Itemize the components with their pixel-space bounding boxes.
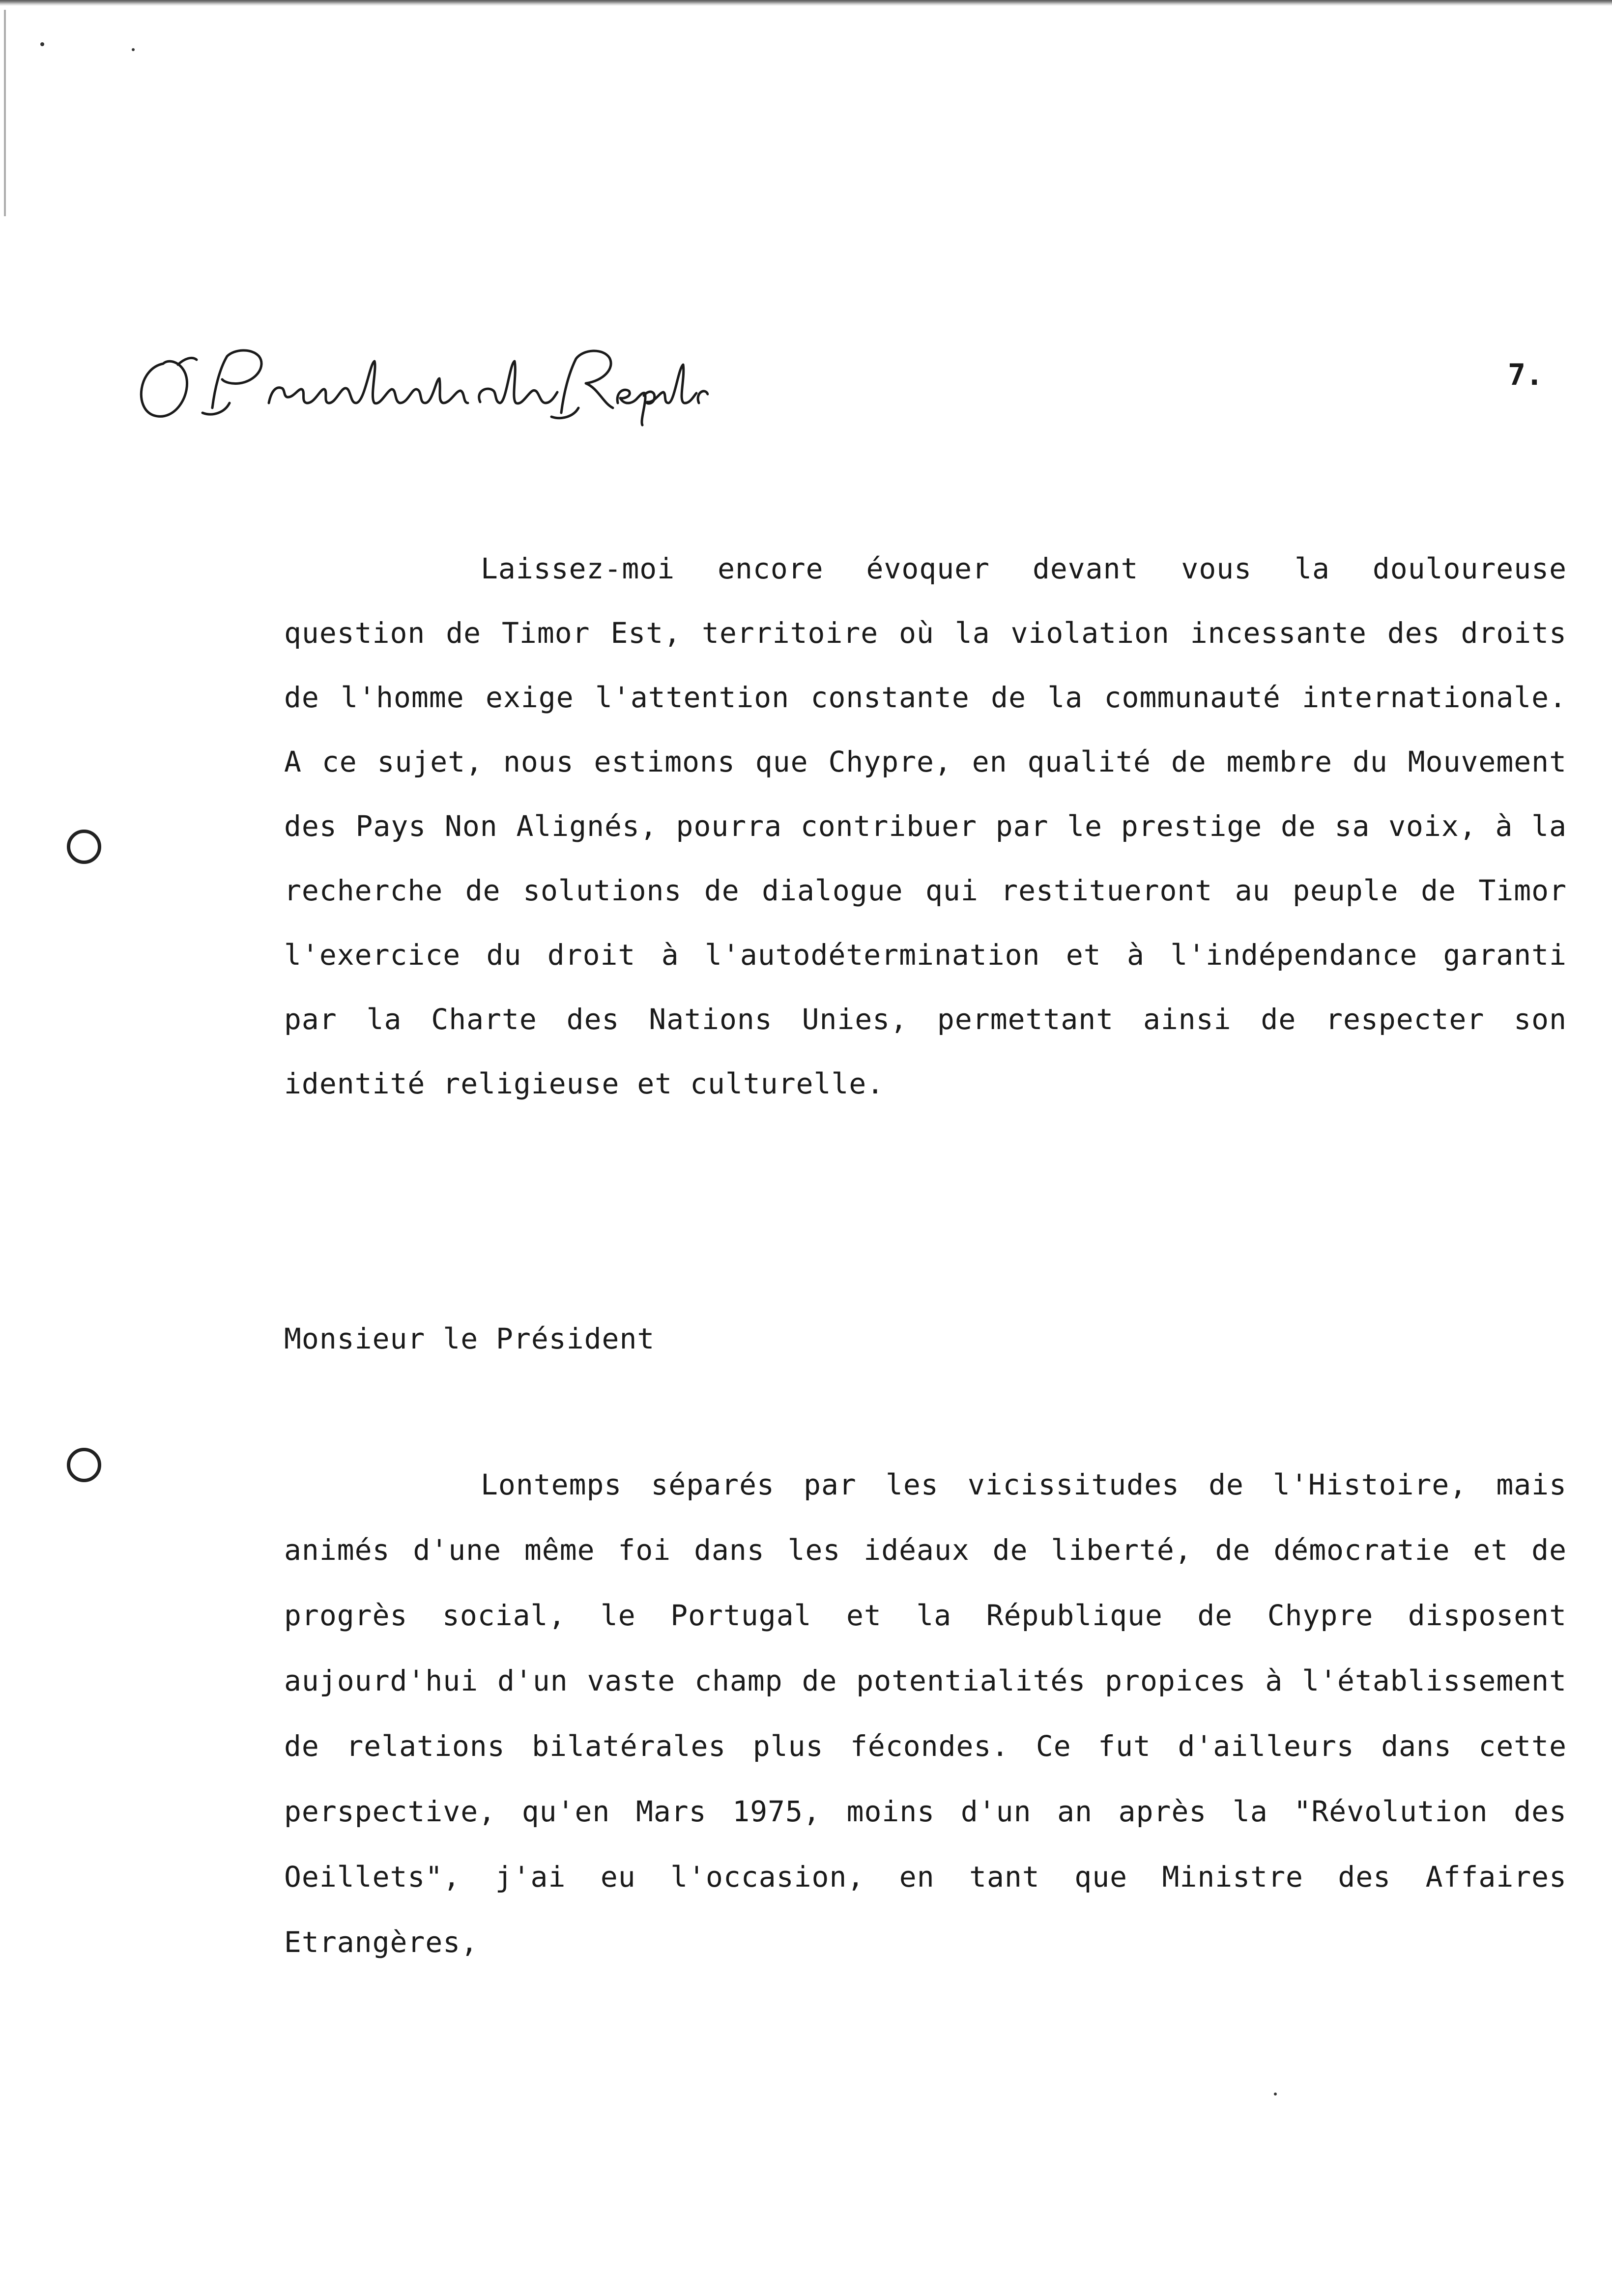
paragraph-text: Laissez-moi encore évoquer devant vous la douloureuse question de Timor Est, territoire où la violation incessante des droits de l'homme exige l'attention constante de la communauté internationale. A ce sujet, nous estimons que Chypre, en qualité de membre du Mouvement des Pays Non Alignés, pourra contribuer par le prestige de sa voix, à la recherche de solutions de dialogue qui restitueront au peuple de Timor l'exercice du droit à l'autodétermination et à l'indépendance garanti par la Charte des Nations Unies, permettant ainsi de respecter son identité religieuse et culturelle. (284, 552, 1567, 1100)
scan-speck (1274, 2093, 1277, 2095)
page-number: 7. (1508, 358, 1544, 392)
paragraph-text: Lontemps séparés par les vicissitudes de l'Histoire, mais animés d'une même foi dans les idéaux de liberté, de démocratie et de progrès social, le Portugal et la République de Chypre disposent aujourd'hui d'un vaste champ de potentialités propices à l'établissement de relations bilatérales plus fécondes. Ce fut d'ailleurs dans cette perspective, qu'en Mars 1975, moins d'un an après la "Révolution des Oeillets", j'ai eu l'occasion, en tant que Ministre des Affaires Etrangères, (284, 1468, 1567, 1959)
punch-hole (67, 1448, 101, 1482)
punch-hole (67, 830, 101, 864)
scan-left-edge (4, 10, 6, 216)
scan-speck (40, 42, 44, 46)
scan-top-edge (0, 0, 1612, 6)
paragraph-timor (284, 537, 1567, 1116)
paragraph-portugal-chypre (284, 1452, 1567, 1975)
scan-speck (132, 48, 135, 51)
letterhead-calligraphy (129, 334, 709, 432)
salutation: Monsieur le Président (284, 1322, 655, 1355)
